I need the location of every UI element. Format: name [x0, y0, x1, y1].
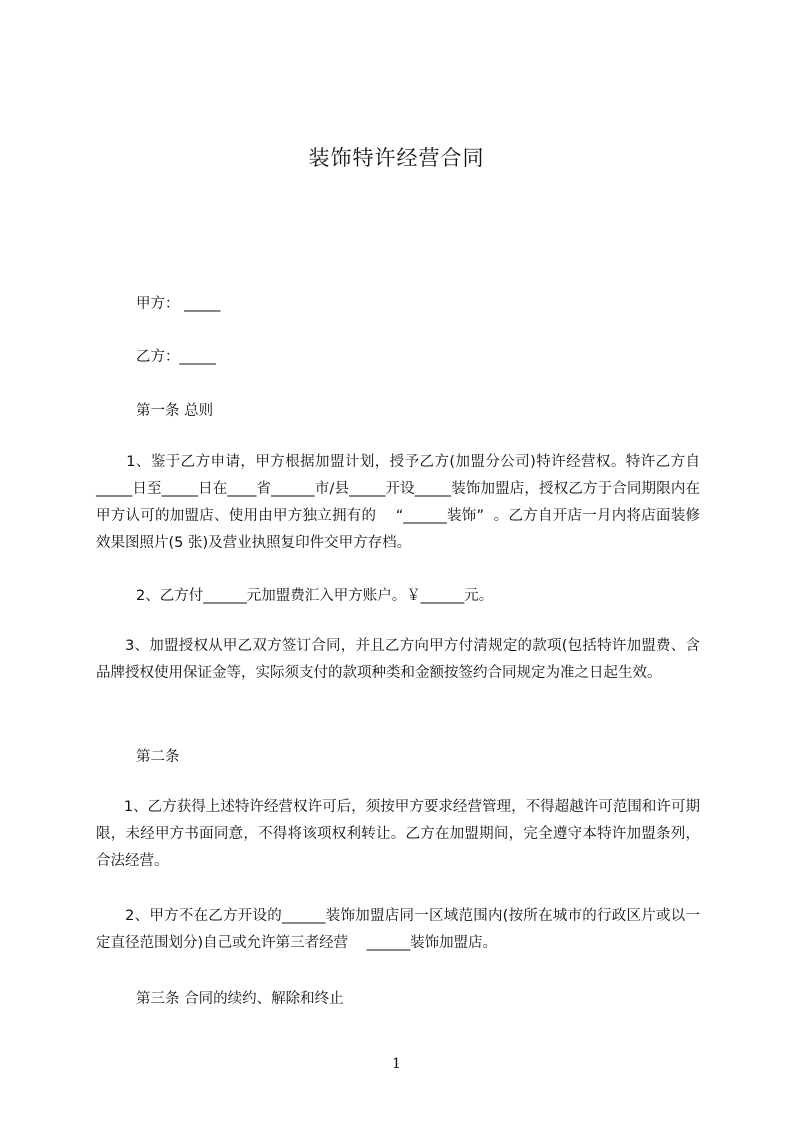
- clause-1-3: 3、加盟授权从甲乙双方签订合同，并且乙方向甲方付清规定的款项(包括特许加盟费、含品牌授权使用保证金等，实际须支付的款项种类和金额按签约合同规定为准之日起生效。: [96, 638, 701, 681]
- clause-1-1: 1、鉴于乙方申请，甲方根据加盟计划，授予乙方(加盟分公司)特许经营权。特许乙方自_____日至_____日在____省______市/县_____开设_____装饰加盟店，授权乙方于合同期限内在甲方认可的加盟店、使用由甲方独立拥有的 “______装饰” 。乙方自开店一月内将店面装修效果图照片(5 张)及营业执照复印件交甲方存档。: [96, 454, 700, 551]
- party-b-line: 乙方：_____: [136, 349, 216, 365]
- clause-2-1: 1、乙方获得上述特许经营权许可后，须按甲方要求经营管理，不得超越许可范围和许可期限，未经甲方书面同意，不得将该项权利转让。乙方在加盟期间，完全遵守本特许加盟条列，合法经营。: [96, 799, 700, 869]
- page-number: 1: [392, 1056, 401, 1072]
- clause-1-2: 2、乙方付______元加盟费汇入甲方账户。￥______元。: [136, 588, 494, 604]
- article-2-heading: 第二条: [136, 749, 180, 765]
- document-title: 装饰特许经营合同: [308, 146, 485, 170]
- clause-2-2: 2、甲方不在乙方开设的______装饰加盟店同一区域范围内(按所在城市的行政区片或以一定直径范围划分)自己或允许第三者经营 ______装饰加盟店。: [96, 908, 700, 951]
- party-a-line: 甲方： _____: [136, 296, 221, 312]
- article-3-heading: 第三条 合同的续约、解除和终止: [136, 991, 344, 1007]
- article-1-heading: 第一条 总则: [136, 403, 214, 419]
